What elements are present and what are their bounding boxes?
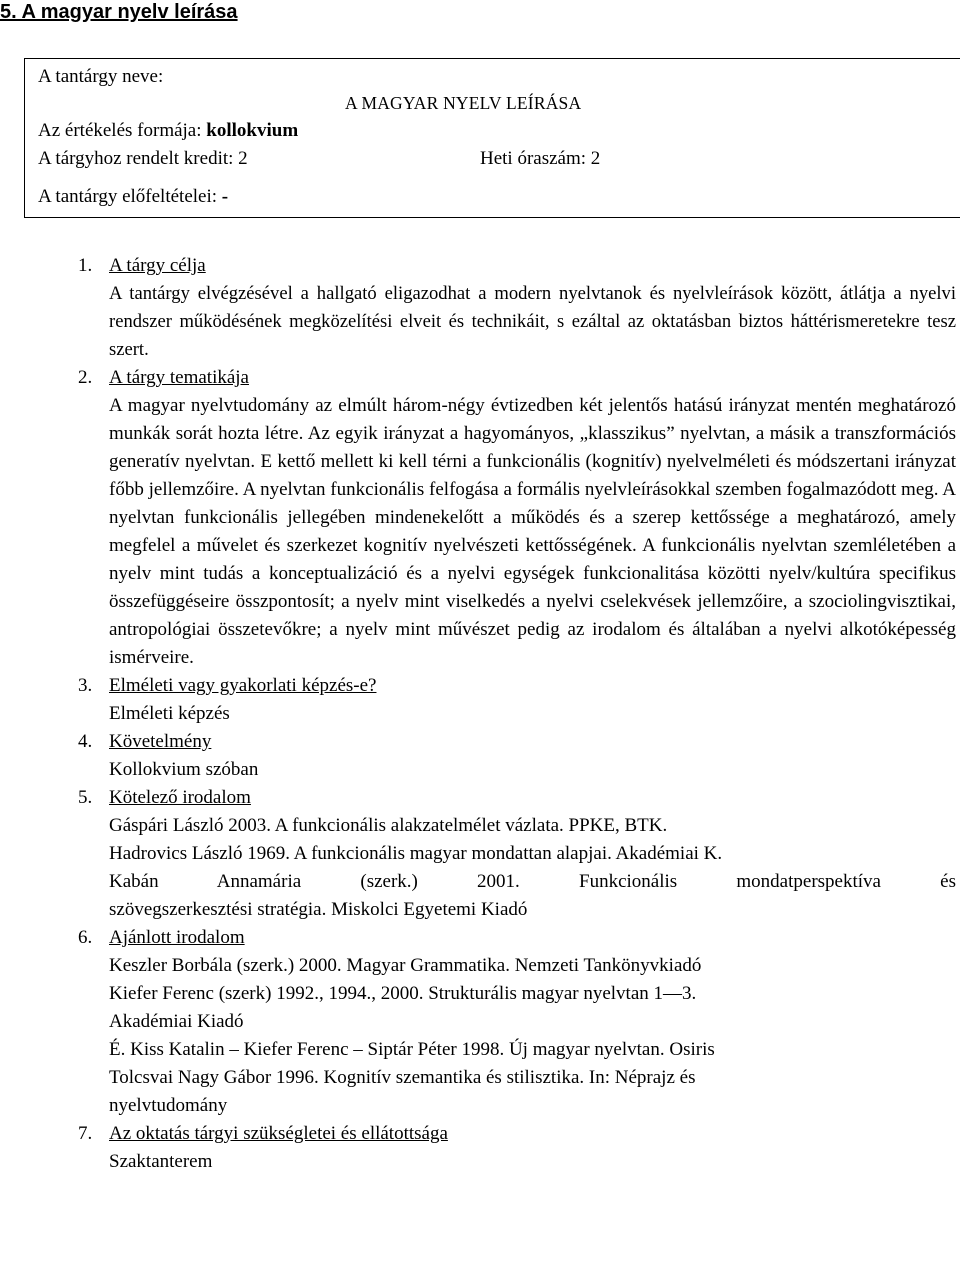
reference-item: É. Kiss Katalin – Kiefer Ferenc – Siptár Péter 1998. Új magyar nyelvtan. Osiris: [109, 1039, 715, 1060]
section-body: [109, 280, 956, 364]
evaluation-row: [38, 117, 298, 145]
section-number: 6.: [78, 927, 93, 948]
section-number: 7.: [78, 1123, 93, 1144]
section-recommended-literature: [78, 924, 956, 1120]
reference-item: Kiefer Ferenc (szerk) 1992., 1994., 2000. Strukturális magyar nyelvtan 1—3.: [109, 983, 697, 1004]
prerequisites-label: A tantárgy előfeltételei:: [38, 186, 218, 207]
reference-item: szövegszerkesztési stratégia. Miskolci Egyetemi Kiadó: [109, 899, 528, 920]
section-text: A tantárgy elvégzésével a hallgató eligazodhat a modern nyelvtanok és nyelvleírások között, átlátja a nyelvi rendszer működésének megközelítési elveit és technikáit, s ezáltal az oktatásban biztos háttérismeretekre tesz szert.: [109, 283, 956, 360]
evaluation-value: kollokvium: [206, 120, 299, 141]
weekly-hours-text: Heti óraszám: 2: [480, 148, 601, 169]
section-title: Követelmény: [109, 731, 212, 752]
section-number: 2.: [78, 367, 93, 388]
section-text: A magyar nyelvtudomány az elmúlt három-négy évtizedben két jelentős hatású irányzat mentén meghatározó munkák sorát hozta létre. Az egyik irányzat a hagyományos, „klasszikus” nyelvtan, a másik a transzformációs generatív nyelvtan. E kettő mellett ki kell térni a funkcionális (kognitív) nyelvelméleti és módszertani irányzat főbb jellemzőire. A nyelvtan funkcionális felfogása a formális nyelvleírásokkal szemben fogalmazódott meg. A nyelvtan funkcionális jellegében mindenekelőtt a működés és a szerep kettőssége a meghatározó, amely megfelel a művelet és szerkezet kognitív nyelvészeti kettősségének. A funkcionális nyelvtan szemléletében a nyelv mint tudás a konceptualizáció és a nyelvi egységek funkcionalitása közötti nyelv/kultúra specifikus összefüggéseire összpontosít; a nyelv mint viselkedés a nyelvi cselekvések jellemzőire, a szociolingvisztikai, antropológiai összetevőkre; a nyelv mint művészet pedig az irodalom és általában a nyelvi alkotóképesség ismérveire.: [109, 395, 956, 668]
reference-item: nyelvtudomány: [109, 1095, 228, 1116]
section-title: A tárgy célja: [109, 255, 206, 276]
prerequisites-value: -: [221, 186, 229, 207]
page-heading: 5. A magyar nyelv leírása: [0, 1, 238, 23]
section-text: Kollokvium szóban: [109, 759, 259, 780]
section-number: 5.: [78, 787, 93, 808]
section-topics: [78, 364, 956, 672]
prerequisites-row: [38, 183, 228, 211]
section-text: Elméleti képzés: [109, 703, 230, 724]
reference-item: Tolcsvai Nagy Gábor 1996. Kognitív szemantika és stilisztika. In: Néprajz és: [109, 1067, 696, 1088]
reference-item: Keszler Borbála (szerk.) 2000. Magyar Grammatika. Nemzeti Tankönyvkiadó: [109, 955, 702, 976]
credit-text: A tárgyhoz rendelt kredit: 2: [38, 148, 248, 169]
section-title: Kötelező irodalom: [109, 787, 251, 808]
reference-item: Kabán Annamária (szerk.) 2001. Funkcionális mondatperspektíva és: [109, 871, 956, 892]
reference-item: Gáspári László 2003. A funkcionális alakzatelmélet vázlata. PPKE, BTK.: [109, 815, 668, 836]
section-required-literature: [78, 784, 956, 924]
section-title: Elméleti vagy gyakorlati képzés-e?: [109, 675, 377, 696]
course-info-box: [24, 58, 960, 218]
section-requirement: [78, 728, 956, 784]
section-text: Szaktanterem: [109, 1151, 213, 1172]
section-equipment: [78, 1120, 956, 1176]
reference-item: Hadrovics László 1969. A funkcionális magyar mondattan alapjai. Akadémiai K.: [109, 843, 723, 864]
reference-list: [109, 812, 956, 924]
evaluation-label: Az értékelés formája:: [38, 120, 202, 141]
section-number: 4.: [78, 731, 93, 752]
section-number: 1.: [78, 255, 93, 276]
course-name-label: A tantárgy neve:: [38, 66, 164, 87]
course-name: A MAGYAR NYELV LEÍRÁSA: [345, 93, 582, 113]
section-title: Ajánlott irodalom: [109, 927, 245, 948]
syllabus-content: [78, 252, 956, 1176]
reference-item: Akadémiai Kiadó: [109, 1011, 244, 1032]
section-title: A tárgy tematikája: [109, 367, 249, 388]
section-training-type: [78, 672, 956, 728]
section-goal: [78, 252, 956, 364]
section-number: 3.: [78, 675, 93, 696]
section-title: Az oktatás tárgyi szükségletei és ellátottsága: [109, 1123, 448, 1144]
section-body: [109, 392, 956, 672]
reference-list: [109, 952, 956, 1120]
